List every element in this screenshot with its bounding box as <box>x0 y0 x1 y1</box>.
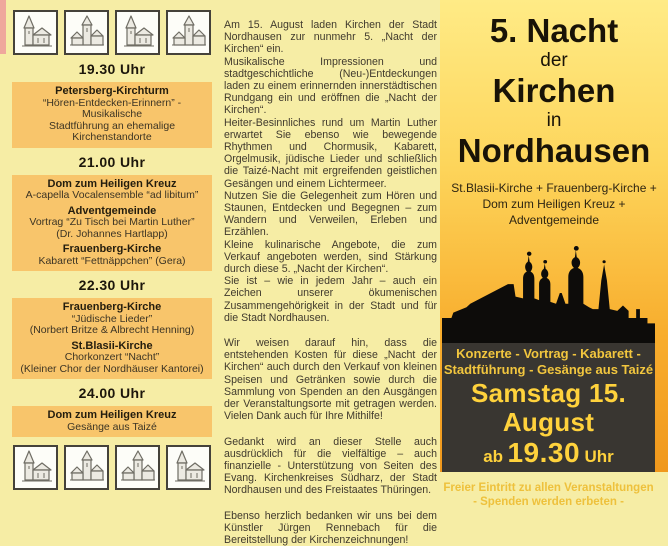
venue-name: Frauenberg-Kirche <box>62 301 162 313</box>
event-box <box>12 406 212 437</box>
church-sketch-icon <box>115 10 160 55</box>
description-paragraph: Gedankt wird an dieser Stelle auch ausdrücklich für die vielfältige – auch finanzielle - Unterstützung von Seiten des Evang. Kirchenkreises Südharz, der Stadt Nordhausen und des Freistaates Thüringen. <box>224 435 437 497</box>
event-item <box>15 86 209 144</box>
church-sketch-row-bottom <box>9 445 215 490</box>
tagline-line: Konzerte - Vortrag - Kabarett - <box>456 346 641 361</box>
church-sketch-row-top <box>9 10 215 55</box>
admission-line: Freier Eintritt zu allen Veranstaltungen <box>443 482 654 494</box>
venue-name: Adventgemeinde <box>67 204 157 217</box>
church-sketch-icon <box>64 445 109 490</box>
church-sketch-icon <box>64 10 109 55</box>
event-item <box>15 206 209 241</box>
description-paragraph: Musikalische Impressionen und stadtgeschichtliche (Neu-)Entdeckungen laden zu einem erinnernden innerstädtischen Rundgang ein und eröffnen die „Nacht der Kirchen“. <box>224 55 437 117</box>
cover-panel <box>440 0 668 508</box>
event-detail: Stadtführung an ehemalige Kirchenstandorte <box>48 119 176 143</box>
admission-line: - Spenden werden erbeten - <box>473 496 624 508</box>
event-detail: Chorkonzert “Nacht” <box>64 351 160 363</box>
venue-name: Frauenberg-Kirche <box>62 243 162 255</box>
venue-list-line: St.Blasii-Kirche + Frauenberg-Kirche + <box>451 181 657 195</box>
time-heading: 21.00 Uhr <box>78 153 146 170</box>
venue-list-line: Adventgemeinde <box>508 213 600 227</box>
time-heading: 22.30 Uhr <box>78 277 146 293</box>
description-paragraph: Sie ist – wie in jedem Jahr – auch ein Zeichen unserer ökumenischen Zusammengehörigkeit in der Stadt und für die Stadt Nordhausen. <box>224 275 437 324</box>
admission-note <box>442 481 655 509</box>
event-item <box>15 410 209 433</box>
description-paragraph: Nutzen Sie die Gelegenheit zum Hören und Staunen, Entdecken und Begegnen – zum Wandern und Verweilen, Erleben und Erzählen. <box>224 189 437 239</box>
venue-name: St.Blasii-Kirche <box>71 339 153 352</box>
time-prefix: ab <box>483 447 504 466</box>
church-sketch-icon <box>115 445 160 490</box>
venue-name: Dom zum Heiligen Kreuz <box>47 177 177 190</box>
time-suffix: Uhr <box>584 447 614 466</box>
venue-name: Dom zum Heiligen Kreuz <box>47 409 177 421</box>
event-detail: “Hören-Entdecken-Erinnern” - Musikalische <box>42 96 182 120</box>
event-detail: (Dr. Johannes Hartlapp) <box>56 227 168 240</box>
venue-list-line: Dom zum Heiligen Kreuz + <box>482 197 626 211</box>
event-detail: (Norbert Britze & Albrecht Henning) <box>29 324 195 336</box>
description-paragraph: Am 15. August laden Kirchen der Stadt Nordhausen zur nunmehr 5. „Nacht der Kirchen“ ein. <box>224 19 437 56</box>
time-value: 19.30 <box>507 437 581 468</box>
event-item <box>15 244 209 267</box>
description-paragraph: Wir weisen darauf hin, dass die entstehenden Kosten für diese „Nacht der Kirchen“ auch durch den Verkauf von kleinen Speisen und Getränken sowie durch die Sammlung von Spenden an den Ausgängen der Veranstaltungsorte mit getragen werden. Vielen Dank auch für Ihre Mithilfe! <box>224 337 437 423</box>
tagline-line: Stadtführung - Gesänge aus Taizé <box>443 361 654 377</box>
title-line: Kirchen <box>492 72 616 109</box>
event-detail: (Kleiner Chor der Nordhäuser Kantorei) <box>20 362 204 375</box>
event-detail: A-capella Vocalensemble “ad libitum” <box>25 189 199 201</box>
description-panel <box>224 0 437 546</box>
time-heading: 19.30 Uhr <box>78 61 146 77</box>
title-line: 5. Nacht <box>489 12 619 49</box>
description-paragraph: Heiter-Besinnliches rund um Martin Luther erwartet Sie ebenso wie bewegende Rhythmen und Chormusik, Kabarett, Orgelmusik, jüdische Lieder und schließlich die Taizé-Nacht mit ergreifenden geistlichen Gesängen und einem Lichtermeer. <box>224 116 437 190</box>
event-item <box>15 341 209 376</box>
event-detail: Vortrag “Zu Tisch bei Martin Luther” <box>29 216 195 228</box>
event-info-box <box>442 343 655 508</box>
event-item <box>15 179 209 202</box>
title-line: der <box>540 50 568 71</box>
church-sketch-icon <box>166 445 211 490</box>
event-item <box>15 302 209 337</box>
venue-name: Petersberg-Kirchturm <box>55 85 169 97</box>
description-paragraph: Ebenso herzlich bedanken wir uns bei dem Künstler Jürgen Rennebach für die Bereitstellung der Kirchenzeichnungen! <box>224 509 437 546</box>
title-line: Nordhausen <box>457 132 651 169</box>
venue-list <box>440 180 668 228</box>
event-date: Samstag 15. August <box>470 378 627 437</box>
time-heading: 24.00 Uhr <box>78 385 146 401</box>
event-box <box>12 82 212 148</box>
church-skyline-silhouette <box>442 243 655 343</box>
description-paragraph: Kleine kulinarische Angebote, die zum Verkauf angeboten werden, sind Stärkung durch diese 5. „Nacht der Kirchen“. <box>224 238 437 276</box>
program-panel <box>0 0 221 472</box>
event-detail: Gesänge aus Taizé <box>67 420 157 433</box>
event-time <box>442 438 655 473</box>
church-sketch-icon <box>13 445 58 490</box>
event-box <box>12 175 212 272</box>
event-box <box>12 298 212 379</box>
event-detail: “Jüdische Lieder” <box>71 312 153 325</box>
event-detail: Kabarett “Fettnäppchen” (Gera) <box>38 254 186 267</box>
church-sketch-icon <box>166 10 211 55</box>
title-line: in <box>546 110 562 131</box>
church-sketch-icon <box>13 10 58 55</box>
page-title <box>440 13 668 169</box>
